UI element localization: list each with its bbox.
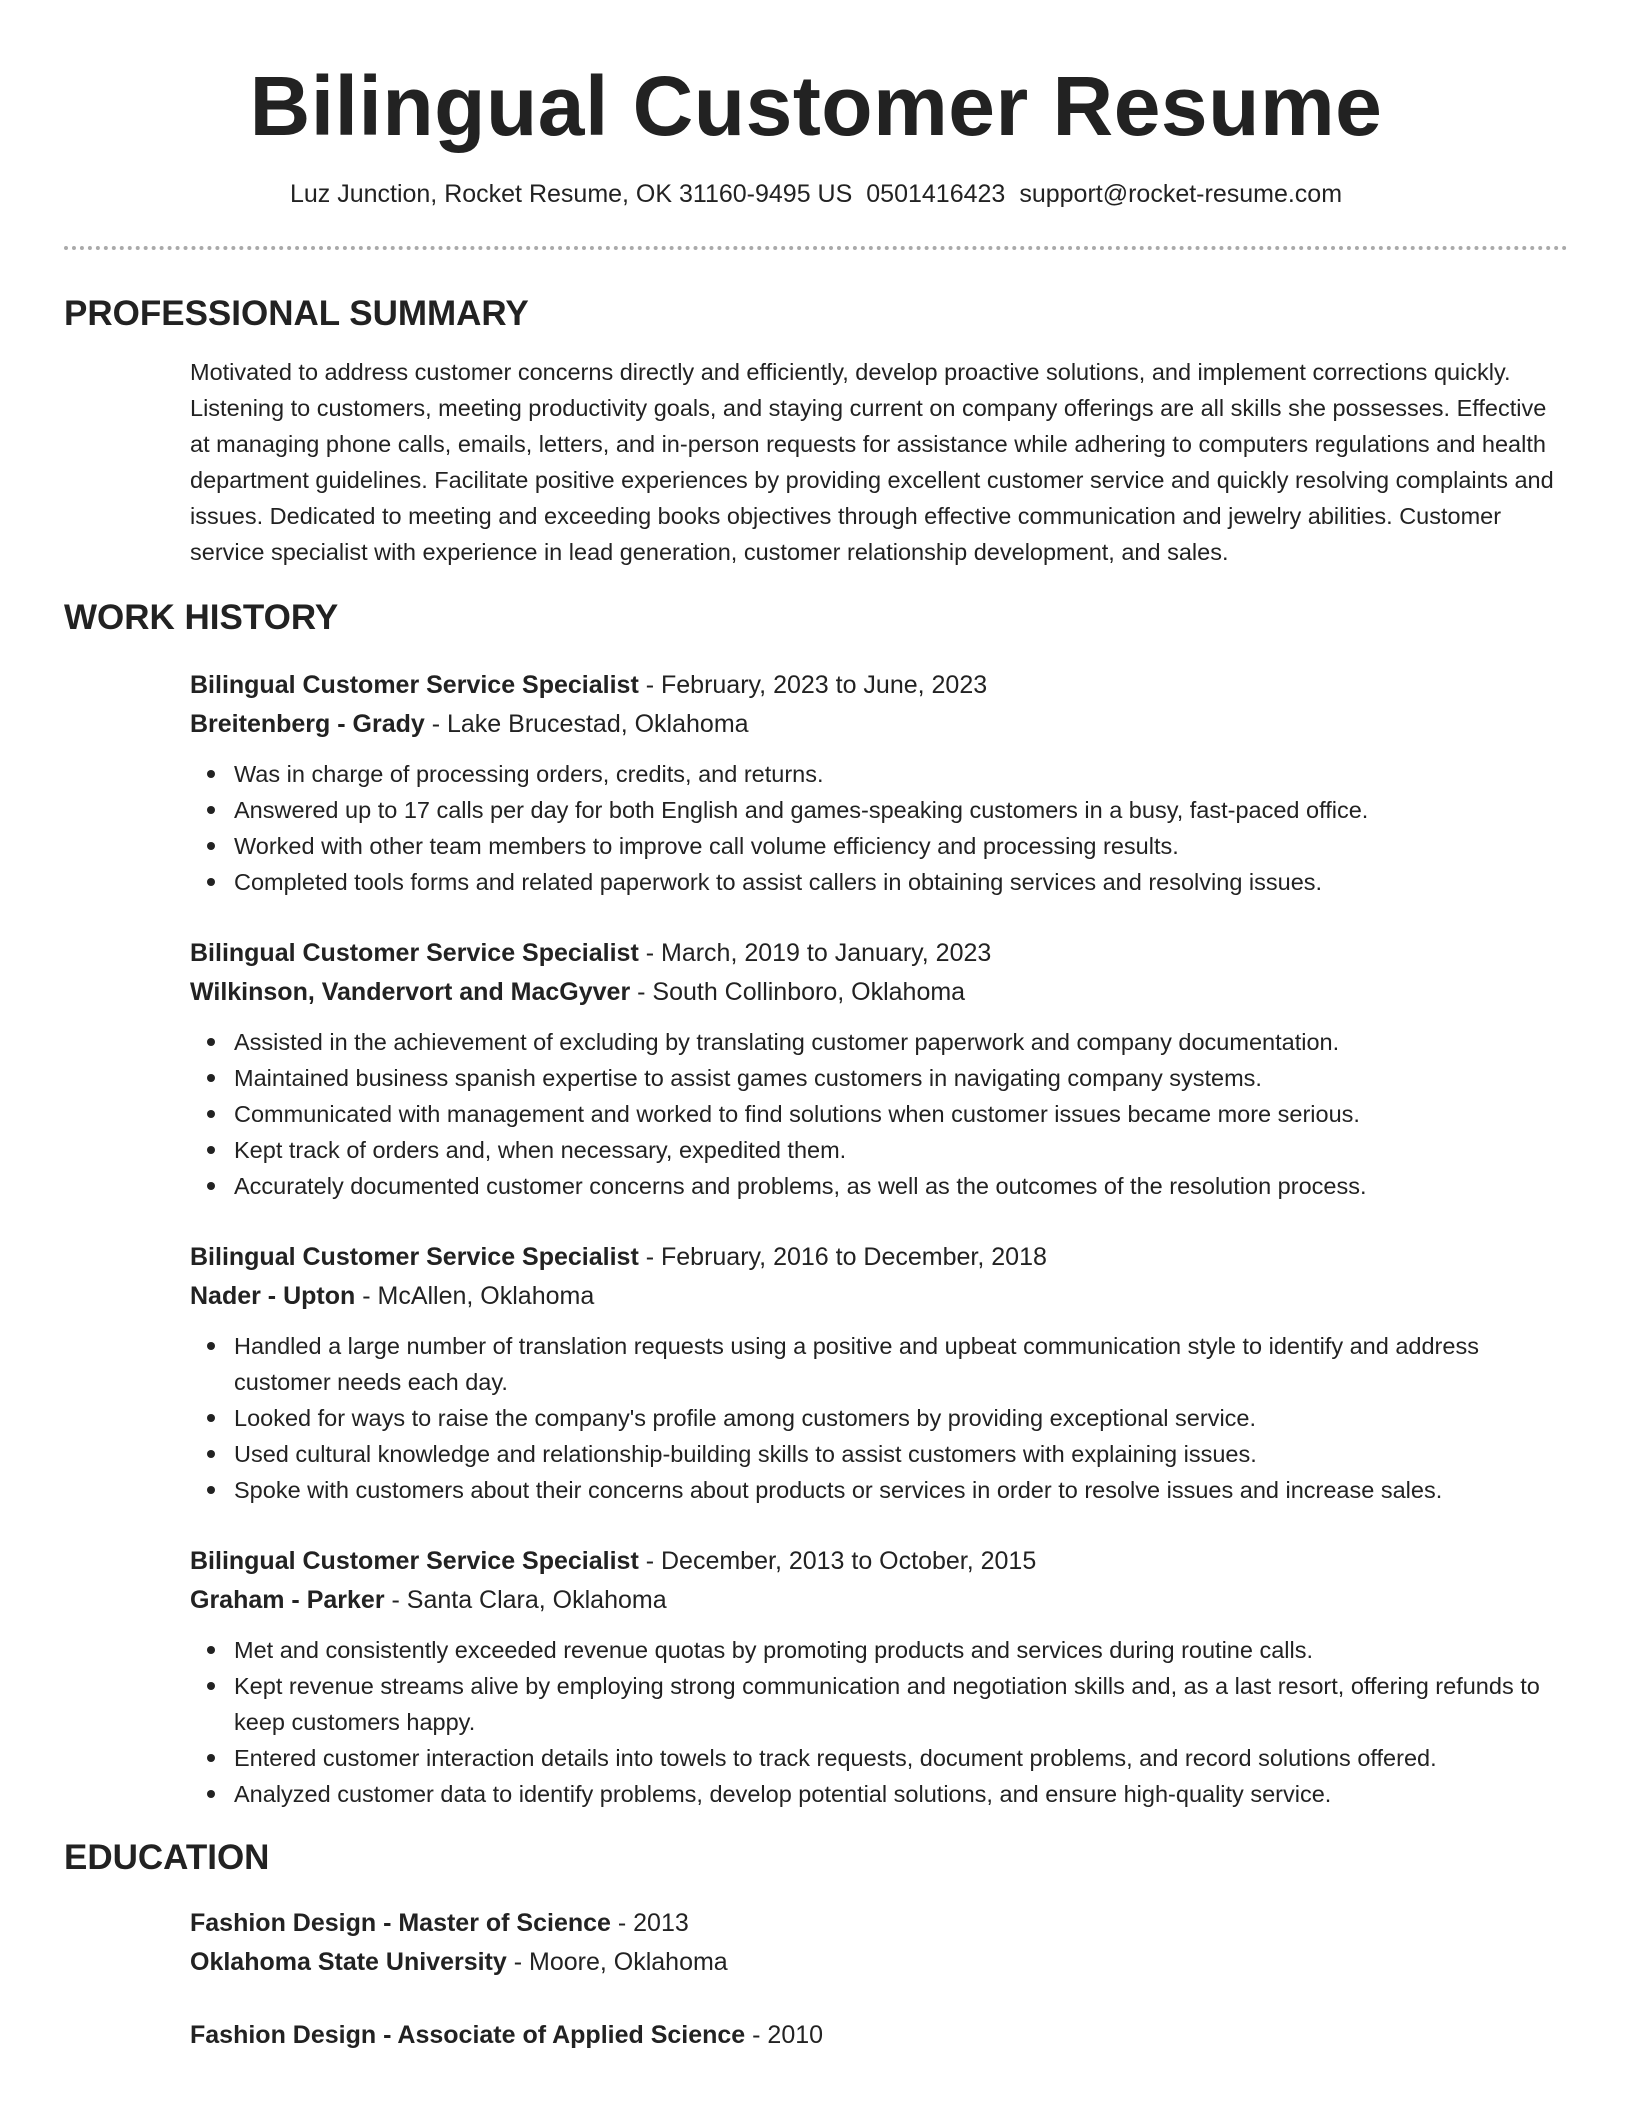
job-title: Bilingual Customer Service Specialist bbox=[190, 1243, 639, 1271]
job-dates: - December, 2013 to October, 2015 bbox=[638, 1547, 1037, 1575]
contact-line bbox=[64, 178, 1568, 210]
education-heading: EDUCATION bbox=[64, 1838, 270, 1877]
job-bullets bbox=[190, 1024, 1568, 1204]
contact-phone: 0501416423 bbox=[866, 180, 1006, 208]
education-location: - Moore, Oklahoma bbox=[506, 1948, 728, 1976]
job-title: Bilingual Customer Service Specialist bbox=[190, 939, 639, 967]
job-location: - South Collinboro, Oklahoma bbox=[630, 978, 966, 1006]
job-dates: - March, 2019 to January, 2023 bbox=[638, 939, 992, 967]
job-company-line bbox=[190, 1581, 1568, 1620]
summary-text: Motivated to address customer concerns directly and efficiently, develop proactive solutions, and implement corrections quickly. Listening to customers, meeting productivity goals, and staying current on company offerings are all skills she possesses. Effective at managing phone calls, emails, letters, and in-person requests for assistance while adhering to computers regulations and health department guidelines. Facilitate positive experiences by providing excellent customer service and quickly resolving complaints and issues. Dedicated to meeting and exceeding books objectives through effective communication and jewelry abilities. Customer service specialist with experience in lead generation, customer relationship development, and sales. bbox=[190, 359, 1554, 565]
job-bullets bbox=[190, 1328, 1568, 1508]
header-divider bbox=[64, 246, 1568, 250]
job-company: Breitenberg - Grady bbox=[190, 710, 425, 738]
job-bullet: Used cultural knowledge and relationship-building skills to assist customers with explaining issues. bbox=[234, 1436, 1568, 1472]
contact-email: support@rocket-resume.com bbox=[1019, 180, 1343, 208]
education-entry-1 bbox=[190, 1904, 1568, 1982]
job-bullet: Analyzed customer data to identify problems, develop potential solutions, and ensure high-quality service. bbox=[234, 1776, 1568, 1812]
job-bullets bbox=[190, 756, 1568, 900]
contact-address: Luz Junction, Rocket Resume, OK 31160-9495 US bbox=[289, 180, 853, 208]
education-year: - 2010 bbox=[745, 2021, 824, 2049]
job-bullet: Spoke with customers about their concerns about products or services in order to resolve issues and increase sales. bbox=[234, 1472, 1568, 1508]
education-degree-line bbox=[190, 2016, 1568, 2055]
job-location: - McAllen, Oklahoma bbox=[355, 1282, 595, 1310]
job-company-line bbox=[190, 1277, 1568, 1316]
job-company: Graham - Parker bbox=[190, 1586, 385, 1614]
job-bullet: Looked for ways to raise the company's profile among customers by providing exceptional service. bbox=[234, 1400, 1568, 1436]
job-bullet: Answered up to 17 calls per day for both English and games-speaking customers in a busy, fast-paced office. bbox=[234, 792, 1568, 828]
job-dates: - February, 2023 to June, 2023 bbox=[638, 671, 988, 699]
job-title: Bilingual Customer Service Specialist bbox=[190, 671, 639, 699]
job-title-line bbox=[190, 666, 1568, 705]
job-location: - Lake Brucestad, Oklahoma bbox=[424, 710, 749, 738]
job-bullet: Accurately documented customer concerns and problems, as well as the outcomes of the resolution process. bbox=[234, 1168, 1568, 1204]
resume-title: Bilingual Customer Resume bbox=[249, 59, 1383, 153]
job-title-line bbox=[190, 1542, 1568, 1581]
job-title-line bbox=[190, 1238, 1568, 1277]
job-bullet: Was in charge of processing orders, credits, and returns. bbox=[234, 756, 1568, 792]
job-bullet: Communicated with management and worked to find solutions when customer issues became more serious. bbox=[234, 1096, 1568, 1132]
job-title: Bilingual Customer Service Specialist bbox=[190, 1547, 639, 1575]
job-company: Nader - Upton bbox=[190, 1282, 356, 1310]
job-bullet: Kept track of orders and, when necessary, expedited them. bbox=[234, 1132, 1568, 1168]
job-bullet: Kept revenue streams alive by employing strong communication and negotiation skills and, as a last resort, offering refunds to keep customers happy. bbox=[234, 1668, 1568, 1740]
job-bullet: Assisted in the achievement of excluding by translating customer paperwork and company documentation. bbox=[234, 1024, 1568, 1060]
job-dates: - February, 2016 to December, 2018 bbox=[638, 1243, 1047, 1271]
job-entry-2 bbox=[190, 934, 1568, 1204]
job-title-line bbox=[190, 934, 1568, 973]
job-location: - Santa Clara, Oklahoma bbox=[384, 1586, 667, 1614]
education-degree: Fashion Design - Master of Science bbox=[190, 1909, 611, 1937]
job-entry-1 bbox=[190, 666, 1568, 900]
job-bullet: Completed tools forms and related paperwork to assist callers in obtaining services and resolving issues. bbox=[234, 864, 1568, 900]
job-bullet: Worked with other team members to improve call volume efficiency and processing results. bbox=[234, 828, 1568, 864]
work-history-heading: WORK HISTORY bbox=[64, 598, 339, 637]
job-bullet: Met and consistently exceeded revenue quotas by promoting products and services during routine calls. bbox=[234, 1632, 1568, 1668]
education-degree-line bbox=[190, 1904, 1568, 1943]
job-entry-3 bbox=[190, 1238, 1568, 1508]
job-bullet: Maintained business spanish expertise to assist games customers in navigating company systems. bbox=[234, 1060, 1568, 1096]
summary-heading: PROFESSIONAL SUMMARY bbox=[64, 294, 529, 333]
education-entry-2 bbox=[190, 2016, 1568, 2055]
education-school-line bbox=[190, 1943, 1568, 1982]
job-bullets bbox=[190, 1632, 1568, 1812]
education-year: - 2013 bbox=[610, 1909, 689, 1937]
job-company-line bbox=[190, 705, 1568, 744]
education-school: Oklahoma State University bbox=[190, 1948, 507, 1976]
job-bullet: Handled a large number of translation requests using a positive and upbeat communication style to identify and address customer needs each day. bbox=[234, 1328, 1568, 1400]
job-entry-4 bbox=[190, 1542, 1568, 1812]
job-company: Wilkinson, Vandervort and MacGyver bbox=[190, 978, 631, 1006]
job-bullet: Entered customer interaction details into towels to track requests, document problems, and record solutions offered. bbox=[234, 1740, 1568, 1776]
education-degree: Fashion Design - Associate of Applied Science bbox=[190, 2021, 746, 2049]
job-company-line bbox=[190, 973, 1568, 1012]
